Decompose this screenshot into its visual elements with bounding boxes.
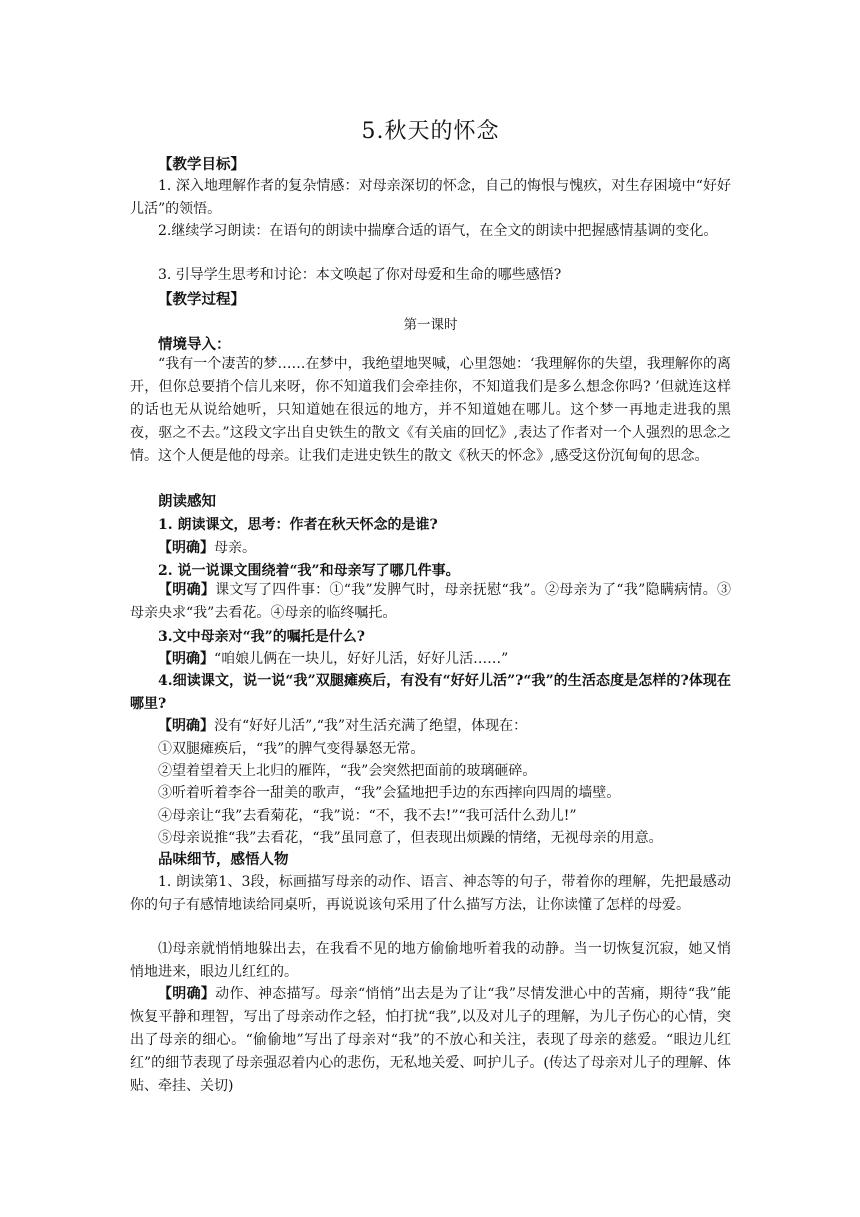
answer-4-item-5: ⑤母亲说推“我”去看花，“我”虽同意了，但表现出烦躁的情绪，无视母亲的用意。 bbox=[158, 830, 663, 846]
page-title: 5.秋天的怀念 bbox=[361, 119, 500, 144]
question-1: 1. 朗读课文，思考：作者在秋天怀念的是谁? bbox=[158, 517, 438, 533]
answer-text: “咱娘儿俩在一块儿，好好儿活，好好儿活……” bbox=[214, 651, 509, 667]
reading-heading: 朗读感知 bbox=[158, 493, 216, 510]
answer-4-item-1: ①双腿瘫痪后，“我”的脾气变得暴怒无常。 bbox=[158, 741, 425, 757]
question-2: 2. 说一说课文围绕着“我”和母亲写了哪几件事。 bbox=[158, 563, 460, 579]
goal-3: 3. 引导学生思考和讨论：本文唤起了你对母爱和生命的哪些感悟? bbox=[158, 267, 562, 283]
detail-heading: 品味细节，感悟人物 bbox=[158, 851, 289, 868]
goal-2: 2.继续学习朗读：在语句的朗读中揣摩合适的语气，在全文的朗读中把握感情基调的变化。 bbox=[158, 223, 718, 239]
detail-task-1: 1. 朗读第1、3段，标画描写母亲的动作、语言、神态等的句子，带着你的理解，先把最感动你的句子有感情地读给同桌听，再说说该句采用了什么描写方法，让你读懂了怎样的母爱。 bbox=[130, 874, 731, 913]
intro-paragraph: “我有一个凄苦的梦……在梦中，我绝望地哭喊，心里怨她：‘我理解你的失望，我理解你的离开，但你总要捎个信儿来呀，你不知道我们会牵挂你，不知道我们是多么想念你吗? ’但就连这样的话也无从说给她听，只知道她在很远的地方，并不知道她在哪儿。这个梦一再地走进我的黑夜，驱之不去。”这段文字出自史铁生的散文《有关庙的回忆》,表达了作者对一个人强烈的思念之情。这个人便是他的母亲。让我们走进史铁生的散文《秋天的怀念》,感受这份沉甸甸的思念。 bbox=[130, 356, 731, 464]
detail-quote-1: ⑴母亲就悄悄地躲出去，在我看不见的地方偷偷地听着我的动静。当一切恢复沉寂，她又悄悄地进来，眼边儿红红的。 bbox=[130, 941, 731, 980]
answer-text: 动作、神态描写。母亲“悄悄”出去是为了让“我”尽情发泄心中的苦痛，期待“我”能恢复平静和理智，写出了母亲动作之轻，怕打扰“我”,以及对儿子的理解，为儿子伤心的心情，突出了母亲的细心。“偷偷地”写出了母亲对“我”的不放心和关注，表现了母亲的慈爱。“眼边儿红红”的细节表现了母亲强忍着内心的悲伤，无私地关爱、呵护儿子。(传达了母亲对儿子的理解、体贴、牵挂、关切) bbox=[130, 986, 731, 1094]
goal-1: 1. 深入地理解作者的复杂情感：对母亲深切的怀念，自己的悔恨与愧疚，对生存困境中“好好儿活”的领悟。 bbox=[130, 178, 731, 217]
answer-4-item-3: ③听着听着李谷一甜美的歌声，“我”会猛地把手边的东西摔向四周的墙壁。 bbox=[158, 785, 621, 801]
answer-2 bbox=[130, 579, 731, 625]
answer-text: 没有“好好儿活”,“我”对生活充满了绝望，体现在： bbox=[214, 718, 528, 734]
answer-4-item-2: ②望着望着天上北归的雁阵，“我”会突然把面前的玻璃砸碎。 bbox=[158, 763, 537, 779]
question-3: 3.文中母亲对“我”的嘱托是什么? bbox=[158, 629, 365, 645]
intro-heading: 情境导入： bbox=[158, 336, 231, 353]
answer-4 bbox=[158, 715, 527, 735]
answer-tag: 【明确】 bbox=[158, 540, 214, 556]
question-4: 4.细读课文，说一说“我”双腿瘫痪后，有没有“好好儿活”?“我”的生活态度是怎样的?体现在哪里? bbox=[130, 673, 731, 712]
detail-answer-1 bbox=[130, 983, 731, 1098]
answer-3 bbox=[158, 648, 508, 668]
answer-tag: 【明确】 bbox=[158, 718, 214, 734]
goals-heading: 【教学目标】 bbox=[158, 156, 245, 173]
answer-tag: 【明确】 bbox=[158, 651, 214, 667]
answer-1 bbox=[158, 537, 256, 557]
answer-text: 母亲。 bbox=[214, 540, 256, 556]
answer-tag: 【明确】 bbox=[158, 986, 216, 1002]
answer-text: 课文写了四件事：①“我”发脾气时，母亲抚慰“我”。②母亲为了“我”隐瞒病情。③母亲央求“我”去看花。④母亲的临终嘱托。 bbox=[130, 582, 731, 621]
lesson-label: 第一课时 bbox=[403, 317, 458, 333]
process-heading: 【教学过程】 bbox=[158, 291, 245, 308]
answer-4-item-4: ④母亲让“我”去看菊花，“我”说：“不，我不去!”“我可活什么劲儿!” bbox=[158, 808, 577, 824]
answer-tag: 【明确】 bbox=[158, 582, 216, 598]
